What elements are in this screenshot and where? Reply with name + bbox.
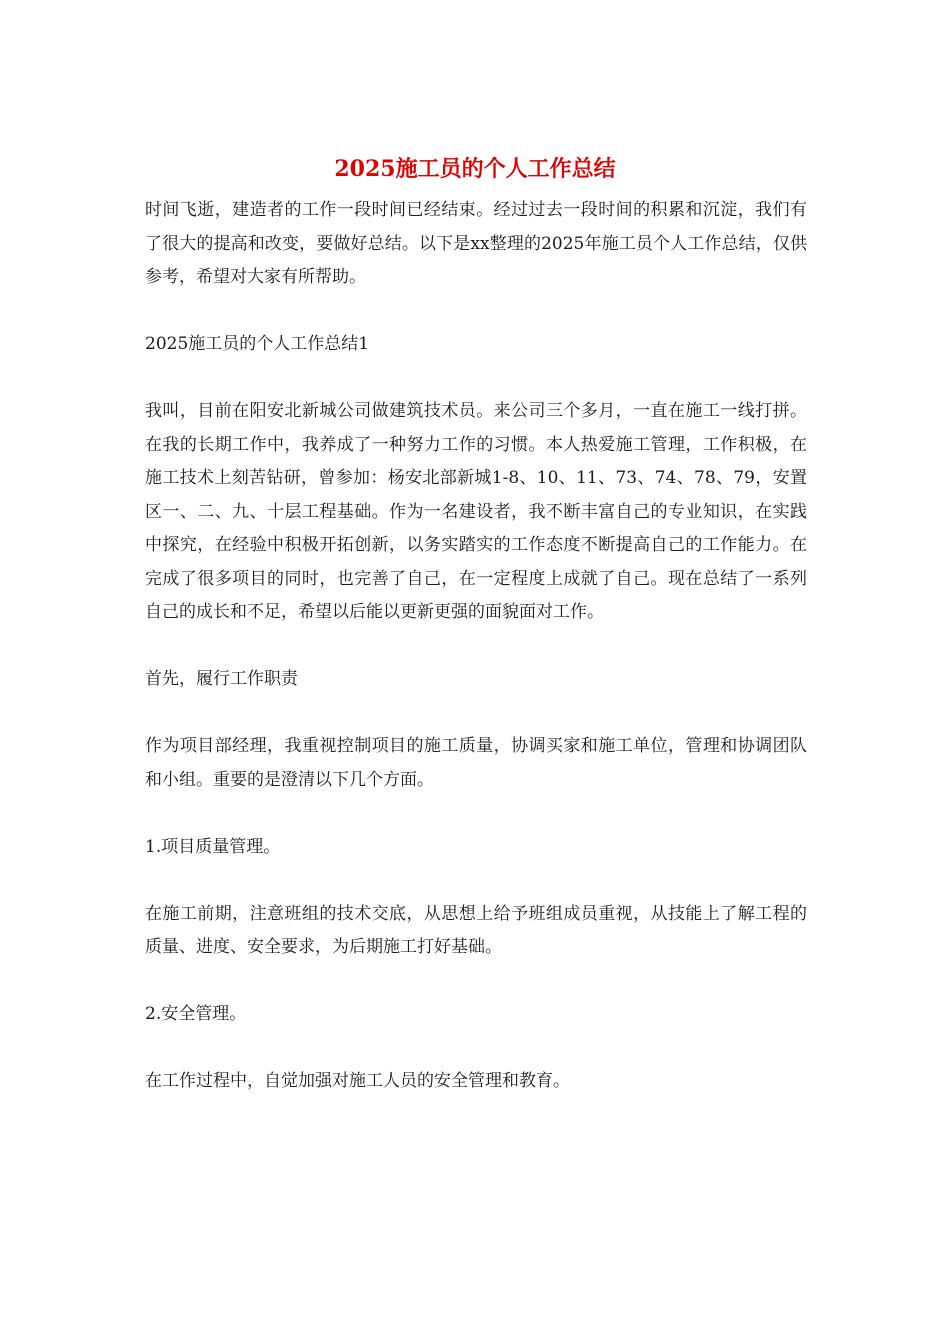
- section-heading: 2025施工员的个人工作总结1: [145, 334, 370, 354]
- section-heading: 首先，履行工作职责: [145, 669, 298, 689]
- intro-paragraph: 时间飞逝，建造者的工作一段时间已经结束。经过过去一段时间的积累和沉淀，我们有了很大的提高和改变，要做好总结。以下是xx整理的2025年施工员个人工作总结，仅供参考，希望对大家有所帮助。: [145, 200, 807, 287]
- body-paragraph: 我叫，目前在阳安北新城公司做建筑技术员。来公司三个多月，一直在施工一线打拼。在我的长期工作中，我养成了一种努力工作的习惯。本人热爱施工管理，工作积极，在施工技术上刻苦钻研，曾参加：杨安北部新城1-8、10、11、73、74、78、79，安置区一、二、九、十层工程基础。作为一名建设者，我不断丰富自己的专业知识，在实践中探究，在经验中积极开拓创新，以务实踏实的工作态度不断提高自己的工作能力。在完成了很多项目的同时，也完善了自己，在一定程度上成就了自己。现在总结了一系列自己的成长和不足，希望以后能以更新更强的面貌面对工作。: [145, 401, 807, 622]
- body-paragraph: 在施工前期，注意班组的技术交底，从思想上给予班组成员重视，从技能上了解工程的质量、进度、安全要求，为后期施工打好基础。: [145, 903, 807, 957]
- body-paragraph: 作为项目部经理，我重视控制项目的施工质量，协调买家和施工单位，管理和协调团队和小组。重要的是澄清以下几个方面。: [145, 736, 807, 790]
- document-body: [145, 194, 807, 1132]
- list-heading: 1.项目质量管理。: [145, 836, 281, 857]
- document-title: 2025施工员的个人工作总结: [334, 156, 616, 182]
- list-heading: 2.安全管理。: [145, 1004, 247, 1024]
- body-paragraph: 在工作过程中，自觉加强对施工人员的安全管理和教育。: [145, 1071, 570, 1091]
